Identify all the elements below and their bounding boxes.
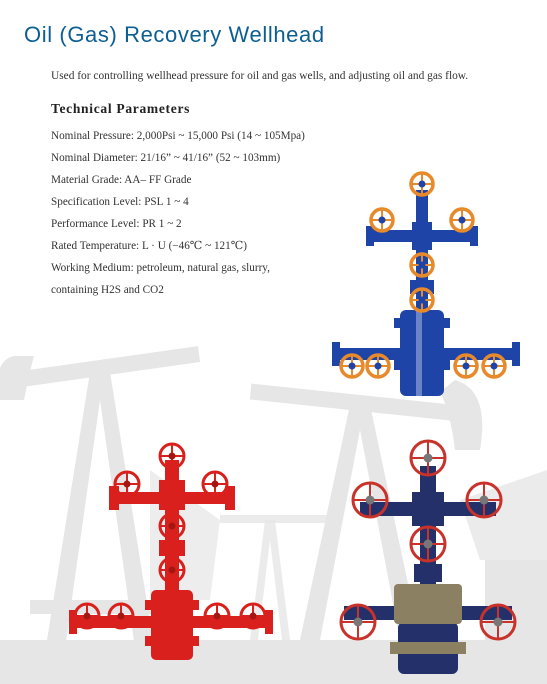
param-performance-level: Performance Level: PR 1 ~ 2	[51, 218, 182, 230]
param-material-grade: Material Grade: AA– FF Grade	[51, 174, 192, 186]
param-specification-level: Specification Level: PSL 1 ~ 4	[51, 196, 189, 208]
dark-wellhead-image	[332, 436, 524, 676]
param-working-medium-cont: containing H2S and CO2	[51, 284, 164, 296]
param-nominal-pressure: Nominal Pressure: 2,000Psi ~ 15,000 Psi (14 ~ 105Mpa)	[51, 130, 305, 142]
blue-wellhead-image	[330, 170, 522, 398]
red-wellhead-image	[65, 440, 277, 668]
param-working-medium: Working Medium: petroleum, natural gas, slurry,	[51, 262, 270, 274]
param-rated-temperature: Rated Temperature: L · U (−46℃ ~ 121℃)	[51, 240, 247, 252]
technical-parameters-list	[51, 125, 305, 301]
intro-text: Used for controlling wellhead pressure for oil and gas wells, and adjusting oil and gas flow.	[51, 70, 469, 82]
technical-parameters-heading: Technical Parameters	[51, 101, 191, 116]
page-title: Oil (Gas) Recovery Wellhead	[24, 22, 325, 47]
param-nominal-diameter: Nominal Diameter: 21/16” ~ 41/16” (52 ~ 103mm)	[51, 152, 281, 164]
